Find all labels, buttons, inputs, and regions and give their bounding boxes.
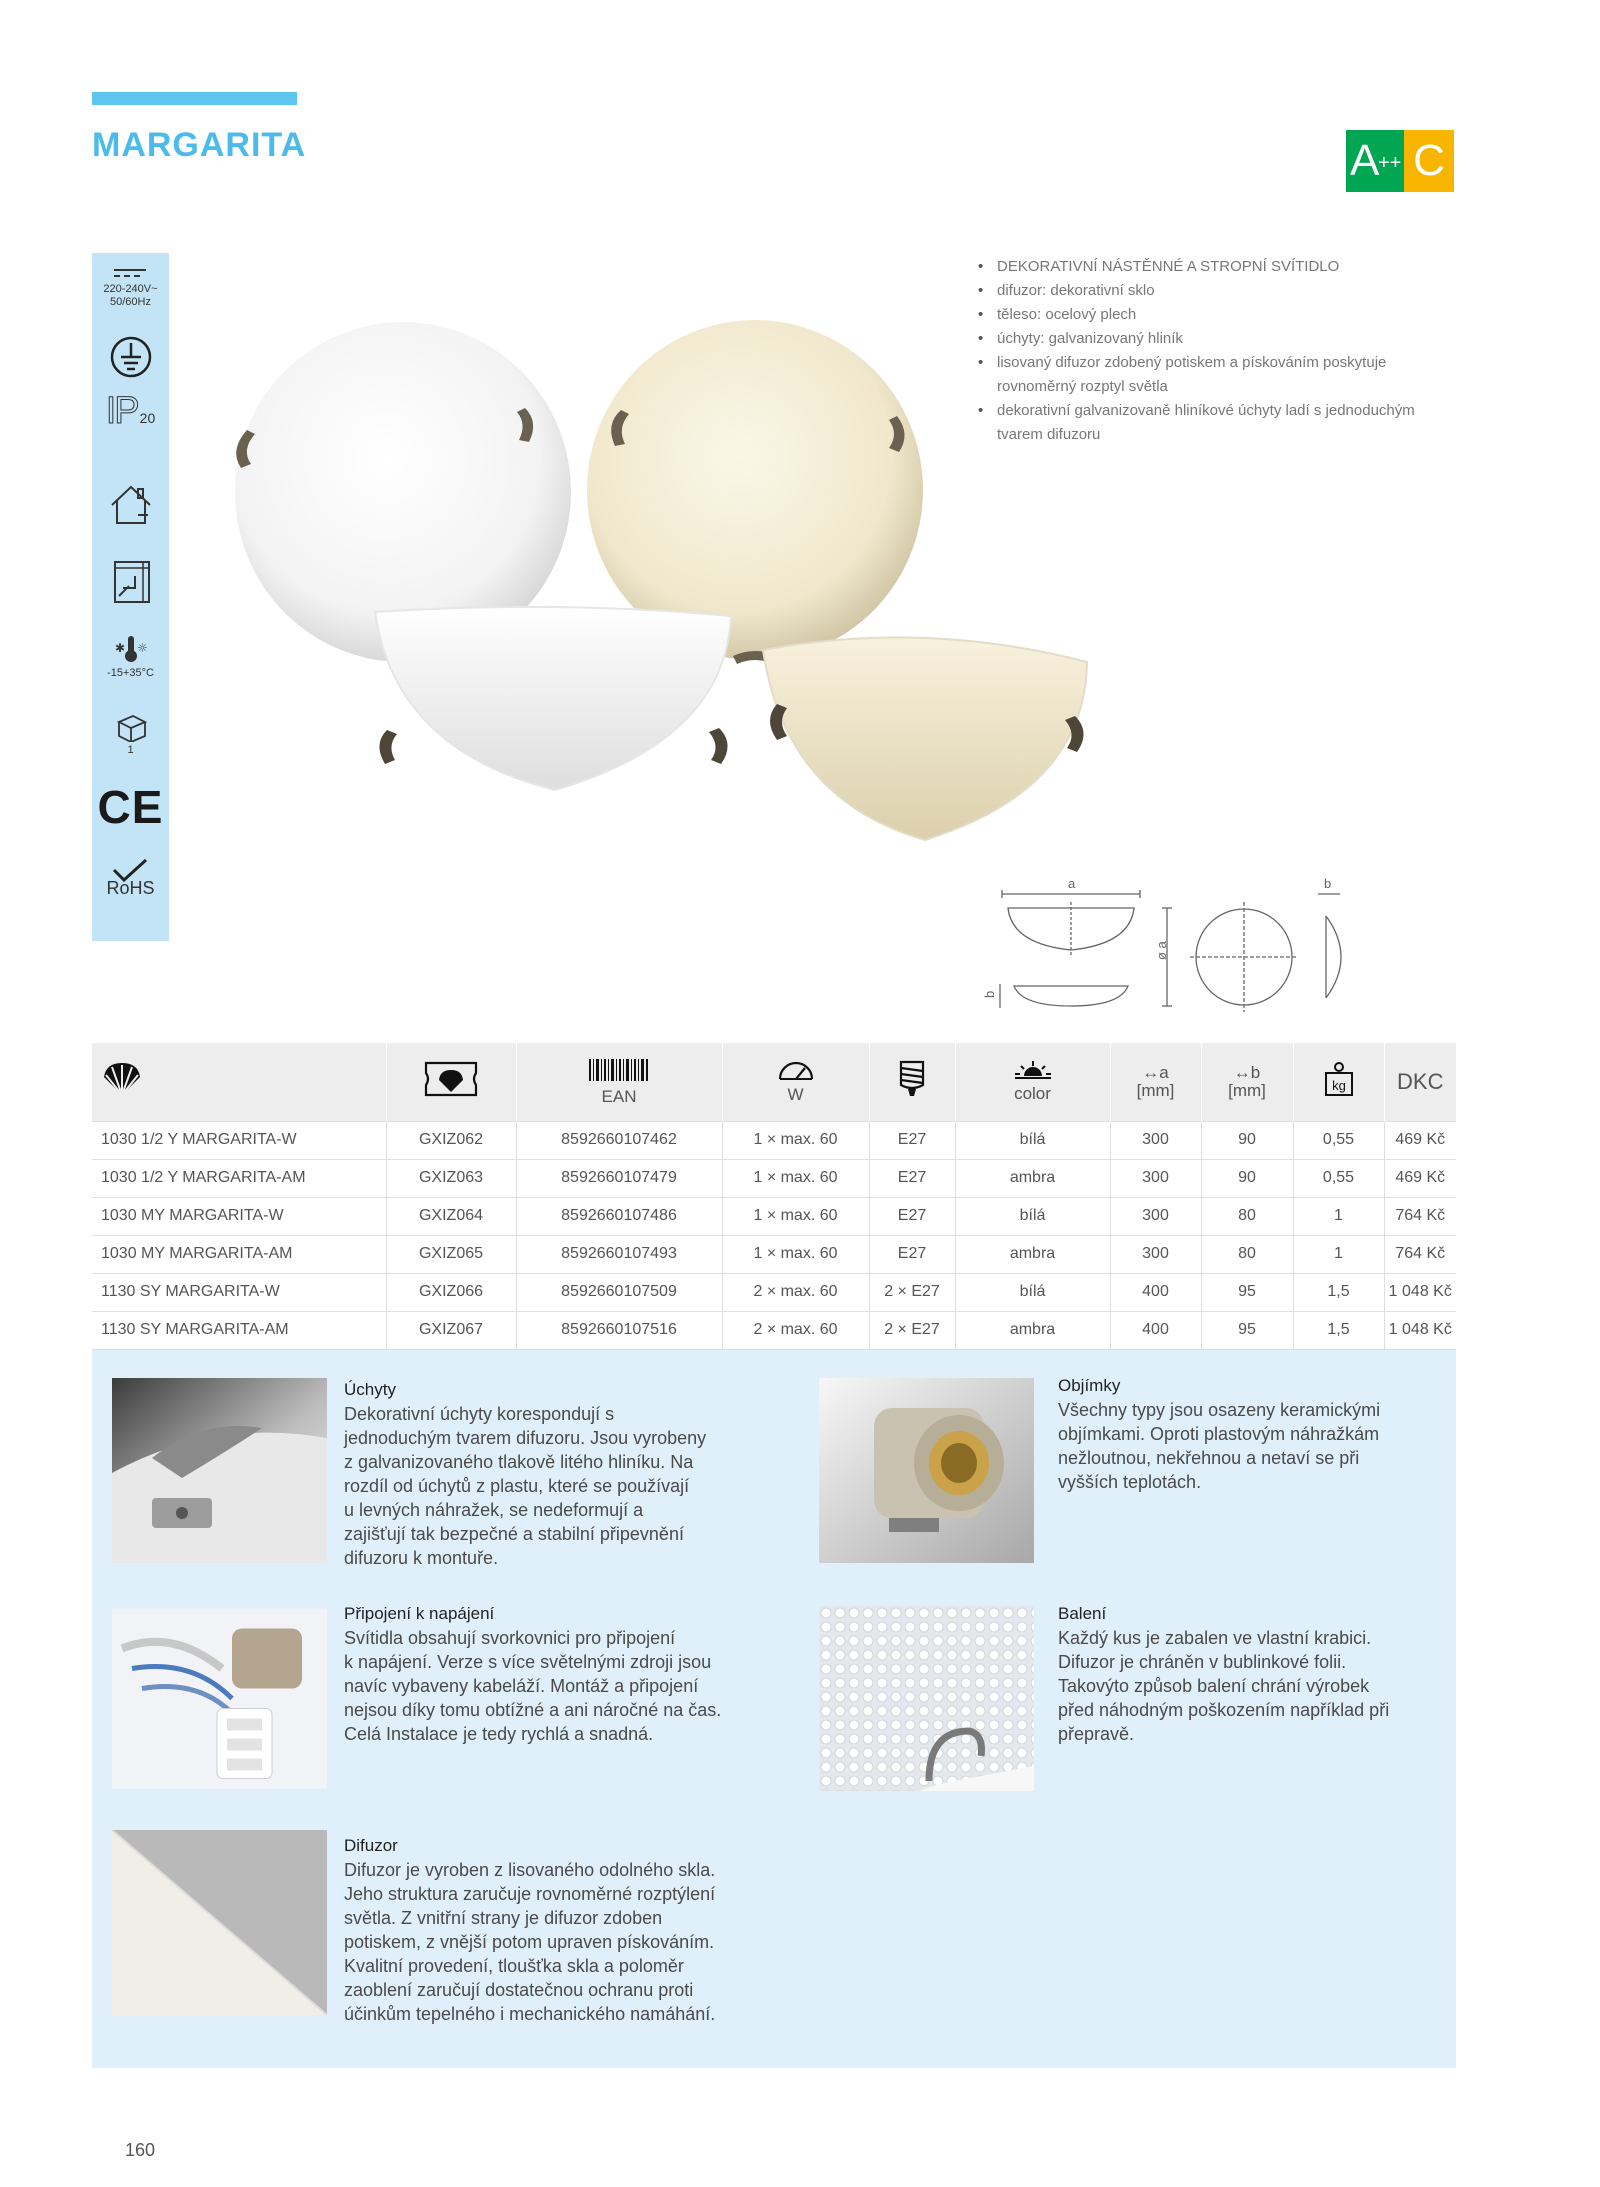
dim-a-arrow: ↔a <box>1142 1062 1169 1082</box>
feature-objimky <box>1058 1374 1488 1494</box>
voltage-icon <box>103 253 157 323</box>
svg-text:✱: ✱ <box>114 641 125 655</box>
ean-column-header <box>516 1043 722 1121</box>
packaging-detail-photo <box>819 1606 1034 1791</box>
cell-socket: E27 <box>869 1121 955 1159</box>
lamp-amber-bowl <box>763 638 1087 841</box>
watt-column-header <box>722 1043 869 1121</box>
svg-text:☼: ☼ <box>136 641 148 655</box>
svg-text:ø a: ø a <box>1154 941 1169 960</box>
cell-a: 300 <box>1110 1159 1201 1197</box>
cell-code: GXIZ064 <box>386 1197 516 1235</box>
clip-detail-photo <box>112 1378 327 1563</box>
cell-b: 80 <box>1201 1197 1293 1235</box>
cell-price: 1 048 Kč <box>1384 1311 1456 1349</box>
table-row <box>92 1121 1456 1159</box>
feature-title: Objímky <box>1058 1376 1121 1395</box>
cell-kg: 1 <box>1293 1197 1384 1235</box>
cell-kg: 1,5 <box>1293 1311 1384 1349</box>
weight-column-header <box>1293 1043 1384 1121</box>
table-row <box>92 1273 1456 1311</box>
svg-text:b: b <box>982 990 997 998</box>
feature-uchyty <box>344 1378 774 1570</box>
cell-a: 300 <box>1110 1197 1201 1235</box>
cell-ean: 8592660107493 <box>516 1235 722 1273</box>
cell-name: 1130 SY MARGARITA-AM <box>92 1311 386 1349</box>
dimension-drawings <box>980 872 1360 1027</box>
sunrise-icon <box>1013 1060 1053 1080</box>
feature-title: Připojení k napájení <box>344 1604 495 1623</box>
dim-a-unit: [mm] <box>1136 1080 1175 1100</box>
cell-watt: 1 × max. 60 <box>722 1197 869 1235</box>
clip-icon <box>379 730 397 764</box>
package-count: 1 <box>127 743 134 756</box>
cell-color: bílá <box>955 1273 1110 1311</box>
color-column-header <box>955 1043 1110 1121</box>
cell-name: 1030 MY MARGARITA-W <box>92 1197 386 1235</box>
socket-column-header <box>869 1043 955 1121</box>
energy-class-worst: C <box>1404 130 1454 192</box>
color-label: color <box>1014 1084 1051 1104</box>
feature-text: Difuzor je vyroben z lisovaného odolného skla. Jeho struktura zaručuje rovnoměrné rozptýlení světla. Z vnitřní strany je difuzor zdoben potiskem, z vnější potom upraven pískováním. Kvalitní provedení, tloušťka skla a poloměr zaoblení zaručují dostatečnou ochranu proti účinkům tepelného i mechanického namáhání. <box>344 1860 716 2024</box>
feature-item: • dekorativní galvanizovaně hliníkové úchyty ladí s jednoduchým tvarem difuzoru <box>975 399 1445 447</box>
indoor-house-icon <box>108 467 154 543</box>
cell-price: 1 048 Kč <box>1384 1273 1456 1311</box>
cell-b: 95 <box>1201 1273 1293 1311</box>
cell-watt: 2 × max. 60 <box>722 1273 869 1311</box>
table-header-row <box>92 1043 1456 1121</box>
socket-detail-photo <box>819 1378 1034 1563</box>
temperature-icon <box>107 619 154 695</box>
cell-code: GXIZ063 <box>386 1159 516 1197</box>
dim-b-arrow: ↔b <box>1233 1062 1261 1082</box>
feature-item: • těleso: ocelový plech <box>975 303 1445 327</box>
dkc-label: DKC <box>1397 1068 1444 1094</box>
cell-socket: 2 × E27 <box>869 1273 955 1311</box>
cell-a: 300 <box>1110 1121 1201 1159</box>
feature-title: Difuzor <box>344 1836 398 1855</box>
certification-icon-bar <box>92 253 169 941</box>
cell-name: 1030 1/2 Y MARGARITA-W <box>92 1121 386 1159</box>
cell-code: GXIZ065 <box>386 1235 516 1273</box>
feature-text: Všechny typy jsou osazeny keramickými objímkami. Oproti plastovým náhražkám nežloutnou, nekřehnou a netaví se při vyšších teplotách. <box>1058 1400 1381 1492</box>
weight-icon <box>1323 1061 1355 1097</box>
svg-text:b: b <box>1324 876 1332 891</box>
cell-watt: 1 × max. 60 <box>722 1159 869 1197</box>
product-column-header <box>92 1043 386 1121</box>
cell-name: 1130 SY MARGARITA-W <box>92 1273 386 1311</box>
cell-b: 80 <box>1201 1235 1293 1273</box>
cell-watt: 1 × max. 60 <box>722 1235 869 1273</box>
feature-list <box>975 255 1445 447</box>
feature-difuzor <box>344 1834 774 2026</box>
ean-label: EAN <box>601 1087 637 1107</box>
cell-b: 95 <box>1201 1311 1293 1349</box>
cell-name: 1030 1/2 Y MARGARITA-AM <box>92 1159 386 1197</box>
feature-item: • difuzor: dekorativní sklo <box>975 279 1445 303</box>
table-row <box>92 1311 1456 1349</box>
cell-code: GXIZ067 <box>386 1311 516 1349</box>
energy-class-best: A ++ <box>1346 130 1404 192</box>
details-panel <box>92 1350 1456 2068</box>
svg-text:a: a <box>1068 876 1076 891</box>
cell-watt: 1 × max. 60 <box>722 1121 869 1159</box>
dim-b-unit: [mm] <box>1228 1080 1266 1100</box>
cell-color: ambra <box>955 1311 1110 1349</box>
feature-text: Svítidla obsahují svorkovnici pro připojení k napájení. Verze s více světelnými zdroji jsou navíc vybaveny kabeláží. Montáž a připojení nejsou díky tomu obtížné a ani náročné na čas. Celá Instalace je tedy rychlá a snadná. <box>344 1628 722 1744</box>
table-row <box>92 1197 1456 1235</box>
rohs-icon: RoHS <box>106 843 154 909</box>
cell-code: GXIZ066 <box>386 1273 516 1311</box>
price-column-header <box>1384 1043 1456 1121</box>
feature-text: Každý kus je zabalen ve vlastní krabici. Difuzor je chráněn v bublinkové folii. Takovýto způsob balení chrání výrobek před náhodným poškozením například při přepravě. <box>1058 1628 1390 1744</box>
cell-a: 300 <box>1110 1235 1201 1273</box>
code-column-header <box>386 1043 516 1121</box>
diffuser-detail-photo <box>112 1830 327 2015</box>
shell-lamp-icon <box>102 1061 142 1097</box>
cell-socket: E27 <box>869 1235 955 1273</box>
feature-item: • DEKORATIVNÍ NÁSTĚNNÉ A STROPNÍ SVÍTIDLO <box>975 255 1445 279</box>
dimension-b-column-header <box>1201 1043 1293 1121</box>
table-row <box>92 1159 1456 1197</box>
wall-mount-icon <box>109 543 153 619</box>
cell-kg: 0,55 <box>1293 1159 1384 1197</box>
cell-watt: 2 × max. 60 <box>722 1311 869 1349</box>
table-row <box>92 1235 1456 1273</box>
gauge-icon <box>776 1059 816 1081</box>
barcode-icon <box>587 1057 651 1083</box>
cell-ean: 8592660107509 <box>516 1273 722 1311</box>
svg-text:kg: kg <box>1331 1078 1346 1094</box>
feature-title: Úchyty <box>344 1380 396 1399</box>
cell-kg: 1,5 <box>1293 1273 1384 1311</box>
cell-color: ambra <box>955 1235 1110 1273</box>
socket-icon <box>897 1059 927 1099</box>
shell-code-icon <box>423 1060 479 1098</box>
page-number: 160 <box>125 2140 156 2160</box>
cell-ean: 8592660107486 <box>516 1197 722 1235</box>
cell-ean: 8592660107516 <box>516 1311 722 1349</box>
cell-socket: E27 <box>869 1159 955 1197</box>
cell-a: 400 <box>1110 1273 1201 1311</box>
cell-name: 1030 MY MARGARITA-AM <box>92 1235 386 1273</box>
cell-price: 764 Kč <box>1384 1235 1456 1273</box>
cell-price: 469 Kč <box>1384 1159 1456 1197</box>
feature-item: • lisovaný difuzor zdobený potiskem a pískováním poskytuje rovnoměrný rozptyl světla <box>975 351 1445 399</box>
watt-label: W <box>787 1085 804 1105</box>
cell-price: 469 Kč <box>1384 1121 1456 1159</box>
product-title: MARGARITA <box>92 126 307 164</box>
cell-price: 764 Kč <box>1384 1197 1456 1235</box>
voltage-text: 220-240V~ 50/60Hz <box>103 283 158 308</box>
cell-socket: E27 <box>869 1197 955 1235</box>
package-icon <box>113 695 149 771</box>
feature-title: Balení <box>1058 1604 1107 1623</box>
feature-item: • úchyty: galvanizovaný hliník <box>975 327 1445 351</box>
cell-ean: 8592660107462 <box>516 1121 722 1159</box>
cell-a: 400 <box>1110 1311 1201 1349</box>
cell-socket: 2 × E27 <box>869 1311 955 1349</box>
wiring-detail-photo <box>112 1606 327 1791</box>
dimension-a-column-header <box>1110 1043 1201 1121</box>
ip-rating-icon: IP 20 <box>105 390 156 432</box>
cell-b: 90 <box>1201 1121 1293 1159</box>
feature-baleni <box>1058 1602 1488 1746</box>
cell-color: ambra <box>955 1159 1110 1197</box>
cell-kg: 0,55 <box>1293 1121 1384 1159</box>
cell-color: bílá <box>955 1197 1110 1235</box>
cell-ean: 8592660107479 <box>516 1159 722 1197</box>
cell-code: GXIZ062 <box>386 1121 516 1159</box>
ground-icon <box>109 323 153 391</box>
cell-kg: 1 <box>1293 1235 1384 1273</box>
cell-b: 90 <box>1201 1159 1293 1197</box>
ce-mark-icon: CE <box>97 780 164 833</box>
cell-color: bílá <box>955 1121 1110 1159</box>
feature-pripojeni <box>344 1602 774 1746</box>
temperature-range: -15+35°C <box>107 667 154 679</box>
energy-label <box>1346 130 1454 192</box>
clip-icon <box>709 728 728 764</box>
title-accent-bar <box>92 92 297 105</box>
feature-text: Dekorativní úchyty korespondují s jednoduchým tvarem difuzoru. Jsou vyrobeny z galvanizovaného tlakově litého hliníku. Na rozdíl od úchytů z plastu, které se používají u levných náhražek, se nedeformují a zajišťují tak bezpečné a stabilní připevnění difuzoru k montuře. <box>344 1404 707 1568</box>
lamp-white-bowl <box>375 607 731 790</box>
spec-table <box>92 1043 1456 1350</box>
